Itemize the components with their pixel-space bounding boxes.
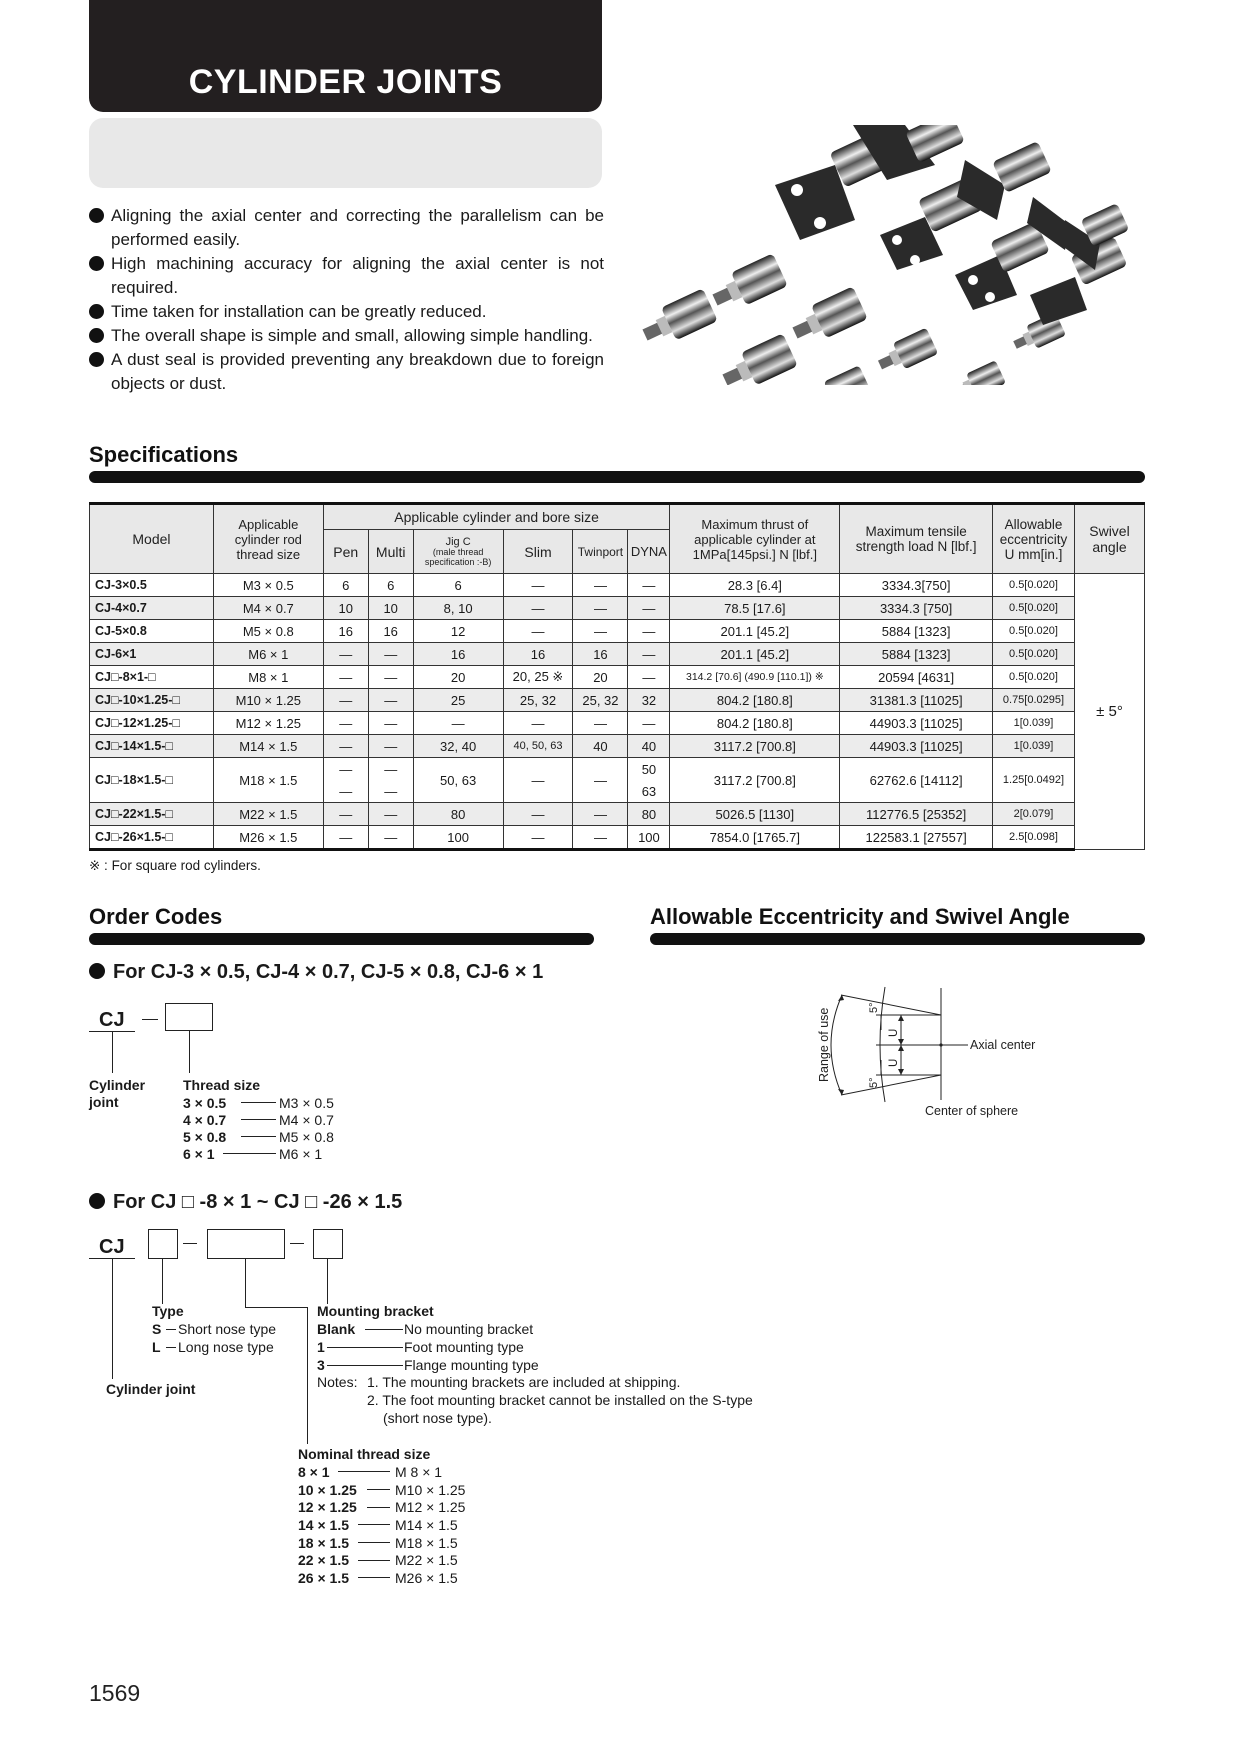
list-item: 14 × 1.5 M14 × 1.5 <box>298 1516 458 1533</box>
eccentricity-diagram <box>790 970 1090 1120</box>
col-eccentricity: Allowable eccentricity U mm[in.] <box>993 504 1075 574</box>
order-codes-heading: Order Codes <box>89 904 223 929</box>
cylinder-joint-label: Cylinder joint <box>106 1381 196 1397</box>
feature-item: Time taken for installation can be greatly reduced. <box>89 300 604 324</box>
feature-list <box>89 204 604 396</box>
list-item: 12 × 1.25 M12 × 1.25 <box>298 1499 466 1516</box>
col-multi: Multi <box>368 530 413 574</box>
center-of-sphere-label: Center of sphere <box>925 1104 1019 1118</box>
axial-center-label: Axial center <box>970 1038 1036 1052</box>
feature-item: High machining accuracy for aligning the axial center is not required. <box>89 252 604 300</box>
type-list <box>152 1320 276 1356</box>
order-group-1-title: For CJ-3 × 0.5, CJ-4 × 0.7, CJ-5 × 0.8, CJ-6 × 1 <box>89 961 543 984</box>
mounting-bracket-title: Mounting bracket <box>317 1303 434 1319</box>
table-row: CJ□-8×1-□ M8 × 1 — — 20 20, 25 ※ 20 — 314.2 [70.6] (490.9 [110.1]) ※ 20594 [4631] 0.5[0.020] <box>90 666 1145 689</box>
section-divider <box>89 933 594 945</box>
product-photo <box>625 125 1135 385</box>
leader-line <box>162 1258 163 1304</box>
type-code-box <box>148 1229 178 1259</box>
cj-prefix: CJ <box>99 1009 125 1031</box>
bracket-list <box>317 1320 539 1374</box>
leader-line <box>112 1032 113 1073</box>
leader-line <box>245 1307 308 1308</box>
feature-item: The overall shape is simple and small, allowing simple handling. <box>89 324 604 348</box>
cylinder-label: Cylinder <box>89 1077 146 1093</box>
list-item: 8 × 1 M 8 × 1 <box>298 1463 443 1480</box>
table-row: CJ□-12×1.25-□ M12 × 1.25 — — — — — — 804.2 [180.8] 44903.3 [11025] 1[0.039] <box>90 712 1145 735</box>
col-slim: Slim <box>503 530 573 574</box>
bullet-icon <box>89 1193 105 1209</box>
page-title: CYLINDER JOINTS <box>188 63 503 101</box>
col-twinport: Twinport <box>573 530 628 574</box>
list-item: 10 × 1.25 M10 × 1.25 <box>298 1481 466 1498</box>
col-tensile: Maximum tensile strength load N [lbf.] <box>840 504 993 574</box>
leader-line <box>245 1258 246 1308</box>
col-pen: Pen <box>323 530 368 574</box>
bullet-icon <box>89 304 104 319</box>
u-label-bottom: U <box>888 1058 900 1067</box>
title-banner <box>89 0 602 112</box>
order-group-2-title: For CJ □ -8 × 1 ~ CJ □ -26 × 1.5 <box>89 1191 402 1214</box>
bracket-code-box <box>313 1229 343 1259</box>
swivel-angle-value: ± 5° <box>1074 574 1144 850</box>
thread-size-list <box>183 1094 403 1162</box>
page-number: 1569 <box>89 1680 141 1706</box>
specifications-table <box>89 502 1145 851</box>
table-row: CJ□-14×1.5-□ M14 × 1.5 — — 32, 40 40, 50, 63 40 40 3117.2 [700.8] 44903.3 [11025] 1[0.039] <box>90 735 1145 758</box>
col-jigc: Jig C (male thread specification :-B) <box>413 530 503 574</box>
dash <box>183 1243 197 1244</box>
col-dyna: DYNA <box>628 530 670 574</box>
bullet-icon <box>89 963 105 979</box>
leader-line <box>112 1259 113 1379</box>
table-row: CJ-5×0.8 M5 × 0.8 16 16 12 — — — 201.1 [45.2] 5884 [1323] 0.5[0.020] <box>90 620 1145 643</box>
specifications-heading: Specifications <box>89 442 239 467</box>
table-row: — — 63 <box>90 780 1145 803</box>
note-2-cont: (short nose type). <box>383 1410 492 1426</box>
col-swivel: Swivel angle <box>1074 504 1144 574</box>
list-item: 1 Foot mounting type <box>317 1339 524 1355</box>
col-rod-thread: Applicable cylinder rod thread size <box>213 504 323 574</box>
bullet-icon <box>89 256 104 271</box>
u-label-top: U <box>888 1028 900 1037</box>
section-divider <box>89 471 1145 483</box>
col-thrust: Maximum thrust of applicable cylinder at 1MPa[145psi.] N [lbf.] <box>670 504 840 574</box>
feature-item: Aligning the axial center and correcting the parallelism can be performed easily. <box>89 204 604 252</box>
note-2: 2. The foot mounting bracket cannot be installed on the S-type <box>367 1392 753 1408</box>
list-item: 3 × 0.5 M3 × 0.5 <box>183 1094 334 1111</box>
table-row: CJ-6×1 M6 × 1 — — 16 16 16 — 201.1 [45.2] 5884 [1323] 0.5[0.020] <box>90 643 1145 666</box>
range-of-use-label: Range of use <box>817 1007 831 1082</box>
list-item: 6 × 1 M6 × 1 <box>183 1145 323 1162</box>
notes-label: Notes: <box>317 1374 358 1390</box>
type-title: Type <box>152 1303 184 1319</box>
col-group-bore: Applicable cylinder and bore size <box>323 504 670 530</box>
bullet-icon <box>89 208 104 223</box>
thread-size-code-box <box>165 1003 213 1031</box>
table-footnote: ※ : For square rod cylinders. <box>89 858 261 873</box>
leader-line <box>307 1307 308 1444</box>
table-row: CJ□-26×1.5-□ M26 × 1.5 — — 100 — — 100 7854.0 [1765.7] 122583.1 [27557] 2.5[0.098] <box>90 826 1145 850</box>
cylinder-label: joint <box>89 1094 119 1110</box>
list-item: S Short nose type <box>152 1321 277 1337</box>
nominal-thread-title: Nominal thread size <box>298 1446 431 1462</box>
list-item: 5 × 0.8 M5 × 0.8 <box>183 1128 334 1145</box>
list-item: 22 × 1.5 M22 × 1.5 <box>298 1552 458 1569</box>
nominal-thread-code-box <box>207 1229 285 1259</box>
table-row: CJ□-18×1.5-□ M18 × 1.5 — — 50, 63 — — 50 3117.2 [700.8] 62762.6 [14112] 1.25[0.0492] <box>90 758 1145 781</box>
table-row: CJ-3×0.5 M3 × 0.5 6 6 6 — — — 28.3 [6.4] 3334.3[750] 0.5[0.020] ± 5° <box>90 574 1145 597</box>
leader-line <box>327 1258 328 1304</box>
cj-prefix: CJ <box>99 1236 125 1258</box>
angle-label-bottom: 5° <box>868 1077 880 1088</box>
table-row: CJ□-22×1.5-□ M22 × 1.5 — — 80 — — 80 5026.5 [1130] 112776.5 [25352] 2[0.079] <box>90 803 1145 826</box>
table-row: CJ-4×0.7 M4 × 0.7 10 10 8, 10 — — — 78.5 [17.6] 3334.3 [750] 0.5[0.020] <box>90 597 1145 620</box>
list-item: L Long nose type <box>152 1339 274 1355</box>
subtitle-panel <box>89 118 602 188</box>
list-item: Blank No mounting bracket <box>317 1321 534 1337</box>
table-row: CJ□-10×1.25-□ M10 × 1.25 — — 25 25, 32 25, 32 32 804.2 [180.8] 31381.3 [11025] 0.75[0.0295] <box>90 689 1145 712</box>
leader-line <box>189 1030 190 1073</box>
note-1: 1. The mounting brackets are included at shipping. <box>367 1374 681 1390</box>
list-item: 18 × 1.5 M18 × 1.5 <box>298 1534 458 1551</box>
list-item: 3 Flange mounting type <box>317 1357 539 1373</box>
eccentricity-heading: Allowable Eccentricity and Swivel Angle <box>650 904 1070 929</box>
col-model: Model <box>90 504 214 574</box>
mounting-bracket-icon <box>775 125 1129 325</box>
thread-size-title: Thread size <box>183 1077 261 1093</box>
angle-label-top: 5° <box>868 1002 880 1013</box>
dash <box>290 1243 304 1244</box>
list-item: 26 × 1.5 M26 × 1.5 <box>298 1569 458 1586</box>
bullet-icon <box>89 328 104 343</box>
bullet-icon <box>89 352 104 367</box>
nominal-thread-list <box>298 1463 518 1587</box>
list-item: 4 × 0.7 M4 × 0.7 <box>183 1111 334 1128</box>
section-divider <box>650 933 1145 945</box>
dash <box>142 1019 158 1020</box>
feature-item: A dust seal is provided preventing any breakdown due to foreign objects or dust. <box>89 348 604 396</box>
